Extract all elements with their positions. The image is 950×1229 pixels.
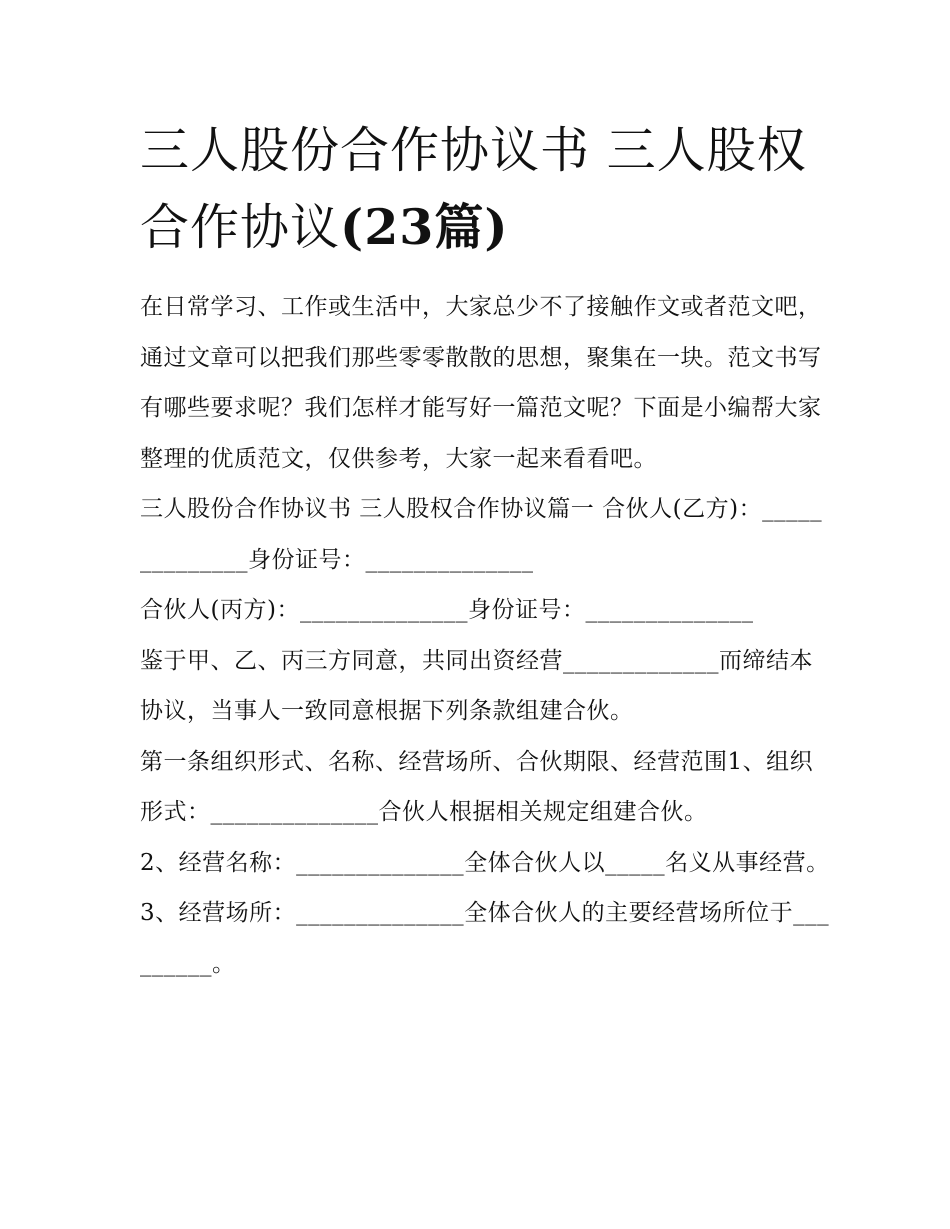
business-name-paragraph: 2、经营名称：______________全体合伙人以_____名义从事经营。 <box>140 849 830 876</box>
article-one-paragraph: 第一条组织形式、名称、经营场所、合伙期限、经营范围1、组织形式：______________合伙人根据相关规定组建合伙。 <box>140 748 814 825</box>
intro-paragraph: 在日常学习、工作或生活中，大家总少不了接触作文或者范文吧，通过文章可以把我们那些零零散散的思想，聚集在一块。范文书写有哪些要求呢？我们怎样才能写好一篇范文呢？下面是小编帮大家整理的优质范文，仅供参考，大家一起来看看吧。 <box>140 294 822 472</box>
business-location-paragraph: 3、经营场所：______________全体合伙人的主要经营场所位于_________。 <box>140 900 830 977</box>
agreement-basis-paragraph: 鉴于甲、乙、丙三方同意，共同出资经营_____________而缔结本协议，当事人一致同意根据下列条款组建合伙。 <box>140 647 813 724</box>
clause-heading-paragraph: 三人股份合作协议书 三人股权合作协议篇一 合伙人(乙方)：______________身份证号：______________ <box>140 496 823 573</box>
document-title <box>140 113 830 266</box>
partner-c-paragraph: 合伙人(丙方)：______________身份证号：______________ <box>140 597 754 623</box>
title-suffix: (23篇) <box>340 198 509 256</box>
title-main: 三人股份合作协议书 三人股权合作协议 <box>140 122 807 256</box>
